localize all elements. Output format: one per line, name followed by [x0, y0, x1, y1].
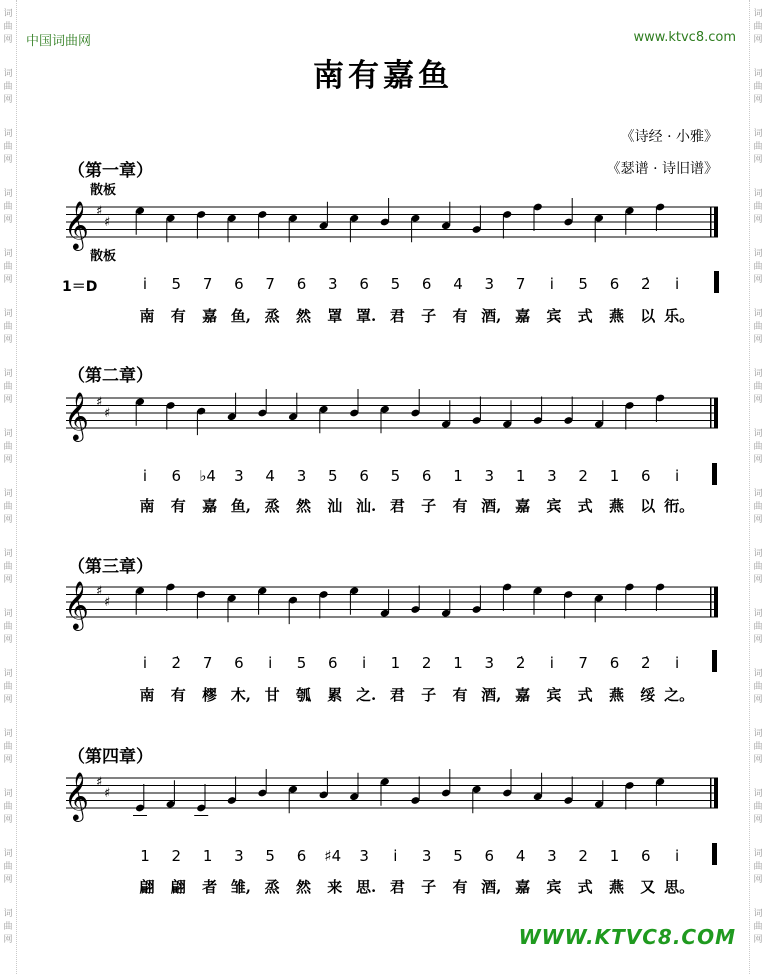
thick-barline [714, 398, 718, 428]
lyric-syllable: 鱼, [230, 307, 252, 325]
jianpu-end-bar-4 [712, 843, 717, 865]
lyric-syllable: 累 [327, 686, 343, 704]
watermark-mark: 词 曲 网 [753, 129, 763, 165]
chapter-2-label: （第二章） [68, 366, 153, 386]
lyric-syllable: 烝 [264, 878, 280, 896]
lyric-syllable: 嘉 [515, 878, 531, 896]
song-title: 南有嘉鱼 [313, 58, 453, 94]
jianpu-note: 4 [515, 847, 526, 865]
lyric-syllable: 子 [421, 307, 437, 325]
lyric-syllable: 宾 [546, 878, 562, 896]
jianpu-note: 6 [359, 467, 369, 485]
lyric-syllable: 嘉 [202, 307, 218, 325]
lyric-syllable: 以 [640, 497, 656, 515]
lyric-syllable: 南 [139, 307, 155, 325]
watermark-mark: 词 曲 网 [3, 549, 13, 585]
watermark-mark: 词 曲 网 [753, 849, 763, 885]
lyric-syllable: 式 [577, 878, 593, 896]
lyric-syllable: 有 [170, 307, 186, 325]
jianpu-note: 3 [484, 467, 495, 485]
jianpu-note: 1 [390, 654, 401, 672]
lyric-syllable: 之. [355, 686, 377, 704]
jianpu-note: 6 [641, 847, 651, 865]
lyric-syllable: 有 [452, 686, 468, 704]
key-sharp-icon: ♯ [104, 786, 111, 801]
watermark-mark: 词 曲 网 [753, 429, 763, 465]
jianpu-note: 3 [547, 467, 557, 485]
lyric-syllable: 来 [327, 878, 343, 896]
jianpu-note: 7 [202, 654, 213, 672]
lyric-syllable: 燕 [608, 307, 625, 325]
lyric-syllable: 宾 [546, 686, 562, 704]
jianpu-note: 6 [609, 654, 620, 672]
jianpu-note: i [675, 654, 680, 672]
lyric-syllable: 罩. [355, 307, 377, 325]
lyric-syllable: 木, [230, 686, 252, 704]
jianpu-note: 5 [171, 275, 182, 293]
jianpu-note: 1 [453, 654, 463, 672]
watermark-mark: 词 曲 网 [3, 489, 13, 525]
jianpu-note: i [549, 654, 554, 672]
lyric-syllable: 酒, [481, 878, 502, 896]
thin-barline [710, 207, 712, 237]
lyric-syllable: 汕. [355, 497, 377, 515]
jianpu-note: 2 [578, 847, 588, 865]
watermark-mark: 词 曲 网 [753, 549, 763, 585]
jianpu-note: 3 [234, 847, 244, 865]
lyric-syllable: 君 [389, 497, 405, 515]
jianpu-note: 6 [296, 847, 307, 865]
jianpu-note: 5 [390, 275, 401, 293]
thin-barline [710, 587, 712, 617]
footer-logo: WWW.KTVC8.COM [518, 925, 736, 949]
source-line-2: 《瑟谱 · 诗旧谱》 [606, 161, 718, 177]
lyric-syllable: 雏, [230, 878, 252, 896]
jianpu-note: 1 [453, 467, 463, 485]
jianpu-note: 6 [171, 467, 182, 485]
watermark-mark: 词 曲 网 [753, 789, 763, 825]
lyric-syllable: 嘉 [515, 497, 531, 515]
jianpu-note: 7 [265, 275, 275, 293]
lyric-syllable: 式 [577, 686, 593, 704]
lyric-syllable: 酒, [481, 686, 502, 704]
watermark-mark: 词 曲 网 [3, 249, 13, 285]
lyric-syllable: 罩 [327, 307, 343, 325]
jianpu-note: 7 [515, 275, 526, 293]
jianpu-note: 6 [421, 467, 432, 485]
jianpu-note: i [549, 275, 554, 293]
lyric-syllable: 有 [452, 497, 468, 515]
key-sharp-icon: ♯ [96, 204, 103, 219]
watermark-mark: 词 曲 网 [3, 69, 13, 105]
jianpu-note: i [393, 847, 398, 865]
lyric-syllable: 子 [421, 686, 437, 704]
watermark-mark: 词 曲 网 [3, 909, 13, 945]
lyric-syllable: 乐。 [664, 307, 695, 325]
jianpu-note: ♯4 [324, 847, 342, 865]
lyric-syllable: 有 [170, 497, 186, 515]
treble-clef-icon: 𝄞 [64, 771, 89, 820]
jianpu-end-bar-2 [712, 463, 717, 485]
jianpu-note: i [268, 654, 273, 672]
key-sharp-icon: ♯ [96, 584, 103, 599]
lyric-syllable: 思. [355, 878, 377, 896]
key-sharp-icon: ♯ [104, 215, 111, 230]
source-line-1: 《诗经 · 小雅》 [620, 129, 718, 145]
jianpu-note: 7 [578, 654, 588, 672]
jianpu-note: 6 [609, 275, 620, 293]
lyric-syllable: 衎。 [664, 497, 695, 515]
jianpu-end-bar-1 [714, 271, 719, 293]
jianpu-note: 2 [171, 847, 182, 865]
lyric-syllable: 子 [421, 878, 437, 896]
jianpu-note: 5 [296, 654, 307, 672]
treble-clef-icon: 𝄞 [64, 200, 89, 249]
lyric-syllable: 君 [389, 307, 405, 325]
jianpu-note: i [675, 847, 680, 865]
lyric-syllable: 绥 [640, 686, 656, 704]
chapter-4-label: （第四章） [68, 747, 153, 767]
lyric-syllable: 又 [640, 878, 656, 896]
lyric-syllable: 烝 [264, 497, 280, 515]
jianpu-note: 2̇ [171, 654, 182, 672]
lyric-syllable: 鱼, [230, 497, 252, 515]
watermark-mark: 词 曲 网 [753, 609, 763, 645]
site-name-label: 中国词曲网 [26, 34, 92, 49]
jianpu-note: 6 [328, 654, 338, 672]
jianpu-note: 1 [140, 847, 150, 865]
thick-barline [714, 587, 718, 617]
jianpu-note: i [675, 467, 680, 485]
jianpu-note: 6 [296, 275, 307, 293]
lyric-syllable: 然 [295, 307, 312, 325]
lyric-syllable: 燕 [608, 686, 625, 704]
jianpu-note: i [142, 467, 148, 485]
key-sharp-icon: ♯ [96, 775, 103, 790]
lyric-syllable: 翩 [170, 878, 186, 896]
jianpu-note: ♭4 [199, 467, 216, 485]
lyric-syllable: 有 [452, 878, 468, 896]
watermark-mark: 词 曲 网 [753, 489, 763, 525]
tempo-mark-top: 散板 [90, 183, 117, 198]
watermark-mark: 词 曲 网 [3, 789, 13, 825]
lyric-syllable: 式 [577, 497, 593, 515]
treble-clef-icon: 𝄞 [64, 391, 89, 440]
watermark-mark: 词 曲 网 [753, 669, 763, 705]
jianpu-note: i [142, 275, 148, 293]
watermark-mark: 词 曲 网 [753, 729, 763, 765]
jianpu-note: 5 [578, 275, 588, 293]
jianpu-note: i [362, 654, 367, 672]
jianpu-note: 5 [453, 847, 463, 865]
lyric-syllable: 子 [421, 497, 437, 515]
jianpu-note: 3 [359, 847, 369, 865]
jianpu-note: 5 [265, 847, 275, 865]
chapter-3-label: （第三章） [68, 557, 153, 577]
key-sharp-icon: ♯ [104, 406, 111, 421]
jianpu-note: 6 [421, 275, 432, 293]
jianpu-note: 3 [484, 654, 495, 672]
watermark-mark: 词 曲 网 [753, 369, 763, 405]
jianpu-note: 1 [202, 847, 213, 865]
lyric-syllable: 君 [389, 878, 405, 896]
lyric-syllable: 酒, [481, 307, 502, 325]
jianpu-note: 2̇ [641, 654, 651, 672]
lyric-syllable: 嘉 [515, 686, 531, 704]
jianpu-note: 6 [484, 847, 495, 865]
thin-barline [710, 398, 712, 428]
watermark-mark: 词 曲 网 [3, 669, 13, 705]
jianpu-note: i [142, 654, 148, 672]
jianpu-note: 2̇ [641, 275, 651, 293]
watermark-mark: 词 曲 网 [3, 369, 13, 405]
watermark-mark: 词 曲 网 [3, 729, 13, 765]
jianpu-note: 6 [359, 275, 369, 293]
jianpu-note: 3 [421, 847, 432, 865]
jianpu-note: 2 [578, 467, 588, 485]
watermark-mark: 词 曲 网 [3, 129, 13, 165]
watermark-mark: 词 曲 网 [3, 429, 13, 465]
lyric-syllable: 翩 [139, 878, 155, 896]
jianpu-note: 4 [453, 275, 463, 293]
lyric-syllable: 以 [640, 307, 656, 325]
lyric-syllable: 然 [295, 878, 312, 896]
thin-barline [710, 778, 712, 808]
jianpu-note: 3 [234, 467, 244, 485]
lyric-syllable: 式 [577, 307, 593, 325]
jianpu-note: 6 [234, 654, 244, 672]
jianpu-note: 1 [515, 467, 526, 485]
jianpu-note: 6 [234, 275, 244, 293]
lyric-syllable: 樛 [202, 686, 218, 704]
watermark-mark: 词 曲 网 [753, 189, 763, 225]
lyric-syllable: 然 [295, 497, 312, 515]
lyric-syllable: 宾 [546, 307, 562, 325]
watermark-mark: 词 曲 网 [3, 9, 13, 45]
lyric-syllable: 汕 [327, 497, 343, 515]
jianpu-note: 3 [484, 275, 495, 293]
watermark-mark: 词 曲 网 [753, 309, 763, 345]
jianpu-note: 5 [328, 467, 338, 485]
jianpu-note: 3 [328, 275, 338, 293]
lyric-syllable: 之。 [664, 686, 695, 704]
watermark-mark: 词 曲 网 [753, 9, 763, 45]
jianpu-note: 5 [390, 467, 401, 485]
key-sharp-icon: ♯ [104, 595, 111, 610]
lyric-syllable: 宾 [546, 497, 562, 515]
lyric-syllable: 燕 [608, 878, 625, 896]
lyric-syllable: 有 [452, 307, 468, 325]
lyric-syllable: 酒, [481, 497, 502, 515]
watermark-mark: 词 曲 网 [753, 909, 763, 945]
lyric-syllable: 烝 [264, 307, 280, 325]
chapter-1-label: （第一章） [68, 161, 153, 181]
lyric-syllable: 南 [139, 497, 155, 515]
tempo-mark-bottom: 散板 [90, 249, 117, 264]
key-sharp-icon: ♯ [96, 395, 103, 410]
jianpu-note: 7 [202, 275, 213, 293]
jianpu-note: 1 [609, 467, 620, 485]
treble-clef-icon: 𝄞 [64, 580, 89, 629]
jianpu-end-bar-3 [712, 650, 717, 672]
lyric-syllable: 燕 [608, 497, 625, 515]
watermark-mark: 词 曲 网 [3, 849, 13, 885]
lyric-syllable: 嘉 [515, 307, 531, 325]
lyric-syllable: 瓠 [295, 686, 312, 704]
lyric-syllable: 有 [170, 686, 186, 704]
jianpu-note: 6 [641, 467, 651, 485]
watermark-mark: 词 曲 网 [3, 189, 13, 225]
jianpu-note: 4 [265, 467, 275, 485]
lyric-syllable: 君 [389, 686, 405, 704]
lyric-syllable: 南 [139, 686, 155, 704]
lyric-syllable: 甘 [264, 686, 280, 704]
watermark-mark: 词 曲 网 [3, 609, 13, 645]
key-signature-label: 1＝D [62, 279, 98, 295]
lyric-syllable: 者 [202, 878, 218, 896]
jianpu-note: 3 [547, 847, 557, 865]
watermark-mark: 词 曲 网 [753, 249, 763, 285]
thick-barline [714, 207, 718, 237]
lyric-syllable: 思。 [664, 878, 695, 896]
jianpu-note: 3 [296, 467, 307, 485]
jianpu-note: i [675, 275, 680, 293]
jianpu-note: 2 [421, 654, 432, 672]
jianpu-note: 1 [609, 847, 620, 865]
site-url-label: www.ktvc8.com [633, 30, 736, 45]
thick-barline [714, 778, 718, 808]
lyric-syllable: 嘉 [202, 497, 218, 515]
jianpu-note: 2̇ [515, 654, 526, 672]
watermark-mark: 词 曲 网 [753, 69, 763, 105]
watermark-mark: 词 曲 网 [3, 309, 13, 345]
